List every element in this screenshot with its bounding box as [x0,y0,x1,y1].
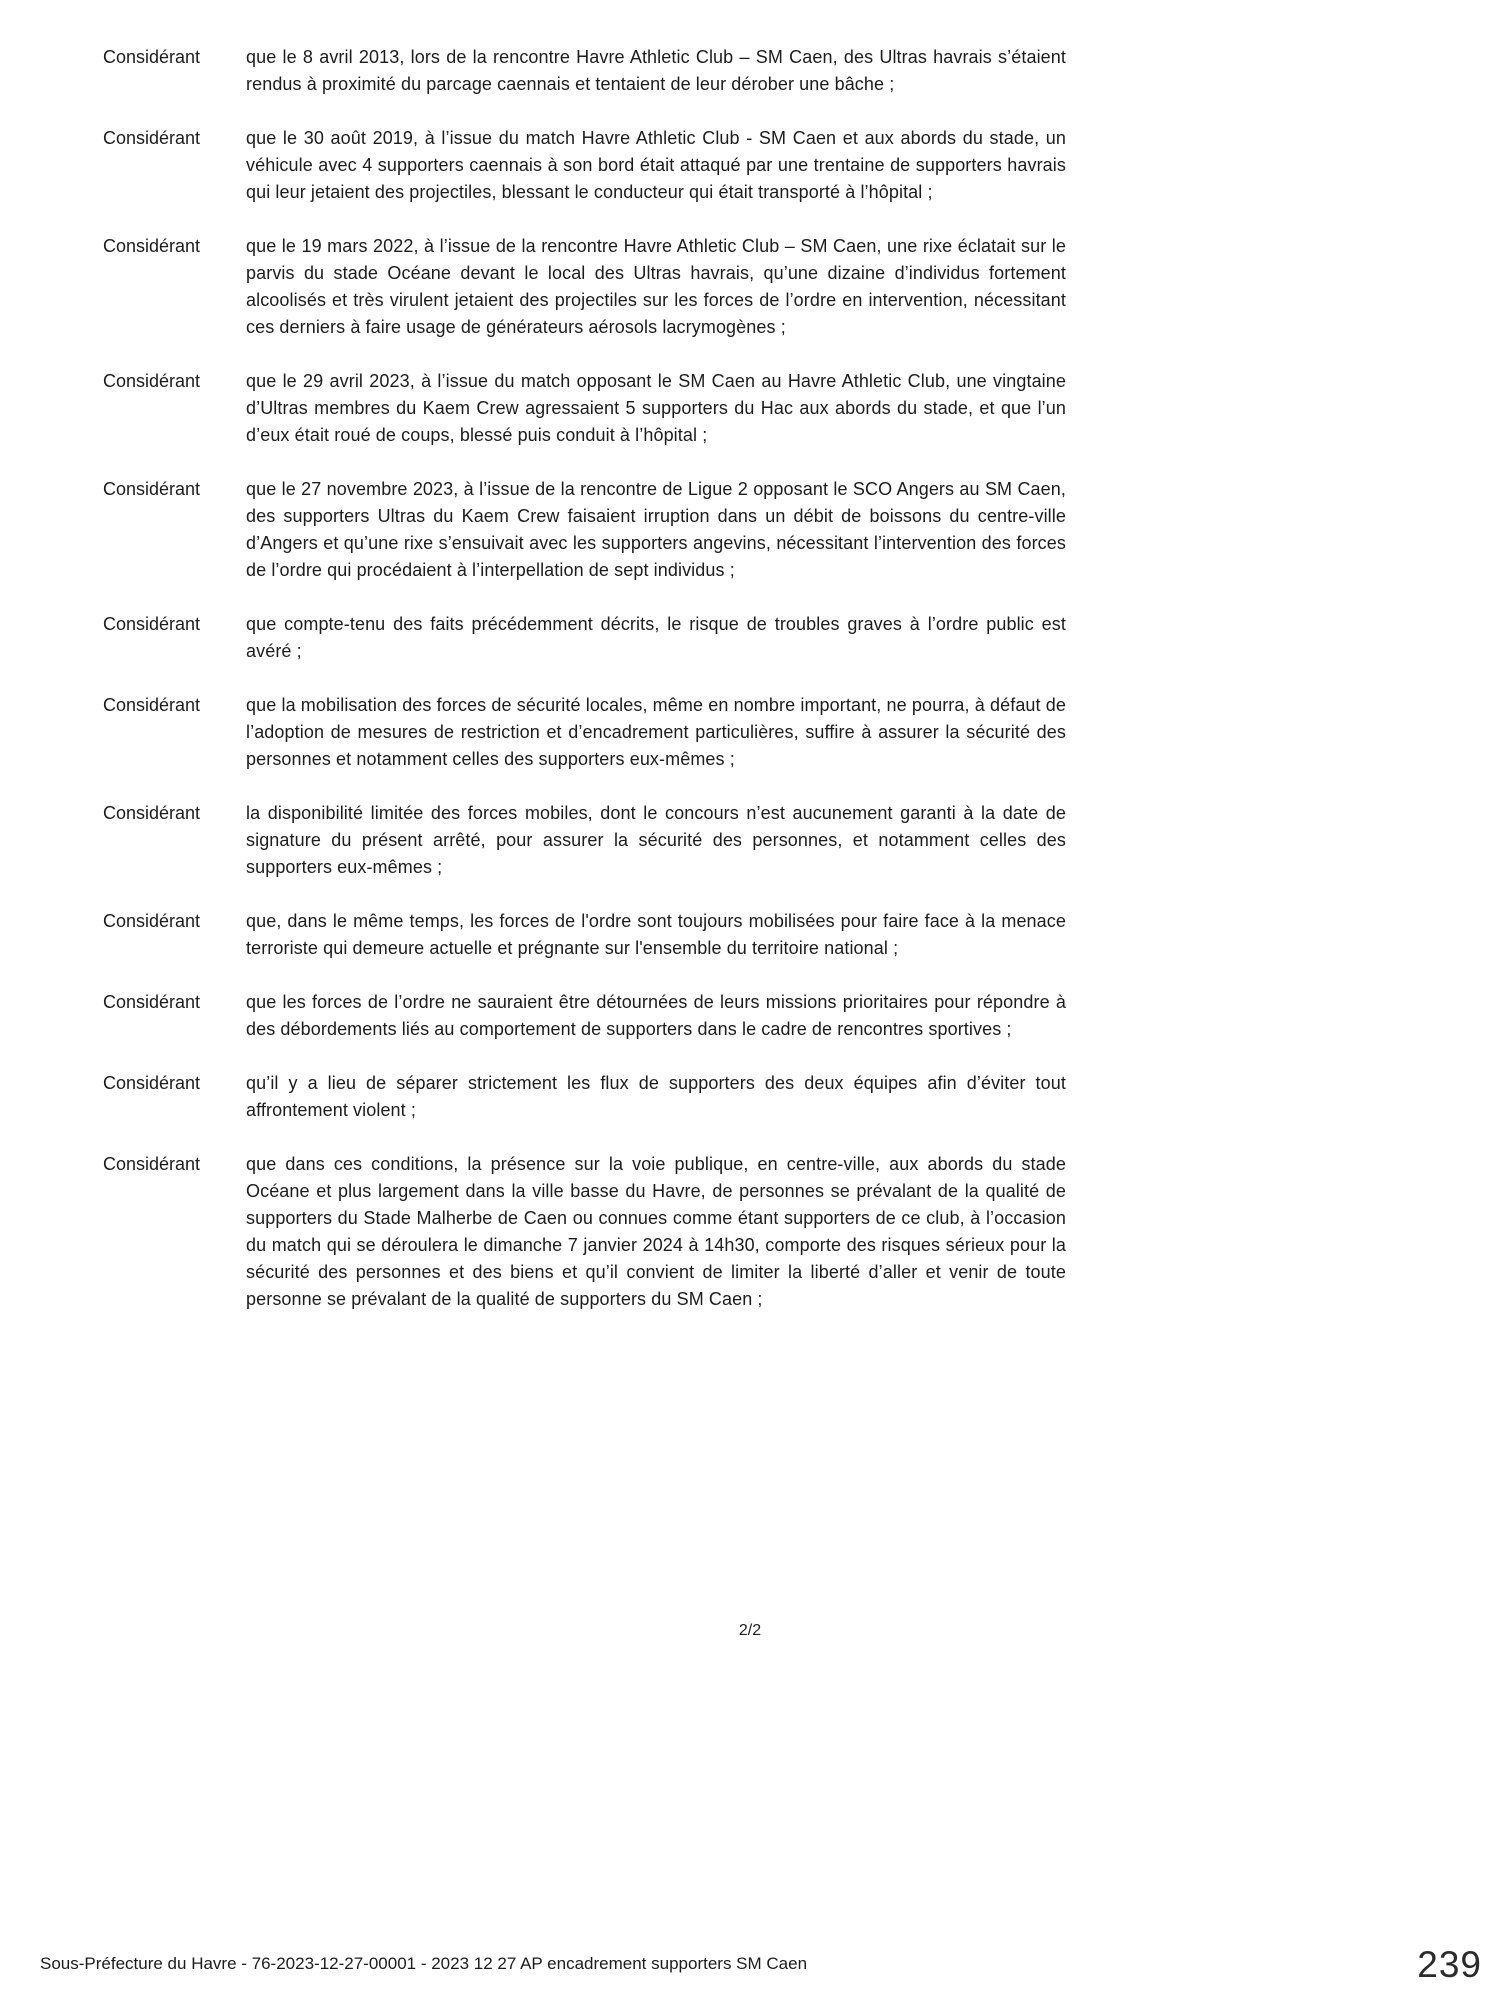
considerant-row [103,692,1066,773]
considerant-label: Considérant [103,371,201,391]
considerant-row [103,800,1066,881]
considerant-text: que les forces de l’ordre ne sauraient être détournées de leurs missions prioritaires pour répondre à des débordements liés au comportement de supporters dans le cadre de rencontres sportives ; [246,992,1066,1039]
considerant-row [103,908,1066,962]
considerant-row [103,368,1066,449]
considerant-label: Considérant [103,803,201,823]
considerant-text: que le 30 août 2019, à l’issue du match Havre Athletic Club - SM Caen et aux abords du stade, un véhicule avec 4 supporters caennais à son bord était attaqué par une trentaine de supporters havrais qui leur jetaient des projectiles, blessant le conducteur qui était transporté à l’hôpital ; [246,128,1066,202]
considerant-label: Considérant [103,911,201,931]
considerant-text: que le 8 avril 2013, lors de la rencontre Havre Athletic Club – SM Caen, des Ultras havrais s’étaient rendus à proximité du parcage caennais et tentaient de leur dérober une bâche ; [246,47,1066,94]
considerant-label: Considérant [103,1154,201,1174]
page-indicator: 2/2 [738,1622,762,1639]
footer-page-number: 239 [1417,1944,1482,1985]
considerant-row [103,611,1066,665]
considerant-label: Considérant [103,1073,201,1093]
considerant-row [103,989,1066,1043]
considerant-row [103,233,1066,341]
considerant-label: Considérant [103,992,201,1012]
considerant-label: Considérant [103,479,201,499]
considerant-label: Considérant [103,47,201,67]
considerant-text: que dans ces conditions, la présence sur la voie publique, en centre-ville, aux abords du stade Océane et plus largement dans la ville basse du Havre, de personnes se prévalant de la qualité de supporters du Stade Malherbe de Caen ou connues comme étant supporters de ce club, à l’occasion du match qui se déroulera le dimanche 7 janvier 2024 à 14h30, comporte des risques sérieux pour la sécurité des personnes et des biens et qu’il convient de limiter la liberté d’aller et venir de toute personne se prévalant de la qualité de supporters du SM Caen ; [246,1154,1066,1309]
considerant-row [103,476,1066,584]
considerant-text: la disponibilité limitée des forces mobiles, dont le concours n’est aucunement garanti à la date de signature du présent arrêté, pour assurer la sécurité des personnes, et notamment celles des supporters eux-mêmes ; [246,803,1066,877]
considerant-text: qu’il y a lieu de séparer strictement les flux de supporters des deux équipes afin d’éviter tout affrontement violent ; [246,1073,1066,1120]
considerant-text: que le 29 avril 2023, à l’issue du match opposant le SM Caen au Havre Athletic Club, une vingtaine d’Ultras membres du Kaem Crew agressaient 5 supporters du Hac aux abords du stade, et que l’un d’eux était roué de coups, blessé puis conduit à l’hôpital ; [246,371,1066,445]
considerant-label: Considérant [103,128,201,148]
considerant-label: Considérant [103,236,201,256]
considerant-text: que le 19 mars 2022, à l’issue de la rencontre Havre Athletic Club – SM Caen, une rixe éclatait sur le parvis du stade Océane devant le local des Ultras havrais, qu’une dizaine d’individus fortement alcoolisés et très virulent jetaient des projectiles sur les forces de l’ordre en intervention, nécessitant ces derniers à faire usage de générateurs aérosols lacrymogènes ; [246,236,1066,337]
considerant-row [103,44,1066,98]
considerant-row [103,125,1066,206]
considerant-row [103,1151,1066,1313]
footer-document-reference: Sous-Préfecture du Havre - 76-2023-12-27-00001 - 2023 12 27 AP encadrement supporters SM Caen [40,1954,808,1973]
considerant-row [103,1070,1066,1124]
considerants-list [103,44,1066,1340]
considerant-text: que, dans le même temps, les forces de l'ordre sont toujours mobilisées pour faire face à la menace terroriste qui demeure actuelle et prégnante sur l'ensemble du territoire national ; [246,911,1066,958]
considerant-label: Considérant [103,695,201,715]
considerant-text: que le 27 novembre 2023, à l’issue de la rencontre de Ligue 2 opposant le SCO Angers au SM Caen, des supporters Ultras du Kaem Crew faisaient irruption dans un débit de boissons du centre-ville d’Angers et qu’une rixe s’ensuivait avec les supporters angevins, nécessitant l’intervention des forces de l’ordre qui procédaient à l’interpellation de sept individus ; [246,479,1066,580]
considerant-text: que la mobilisation des forces de sécurité locales, même en nombre important, ne pourra, à défaut de l’adoption de mesures de restriction et d’encadrement particulières, suffire à assurer la sécurité des personnes et notamment celles des supporters eux-mêmes ; [246,695,1066,769]
considerant-label: Considérant [103,614,201,634]
considerant-text: que compte-tenu des faits précédemment décrits, le risque de troubles graves à l’ordre public est avéré ; [246,614,1066,661]
